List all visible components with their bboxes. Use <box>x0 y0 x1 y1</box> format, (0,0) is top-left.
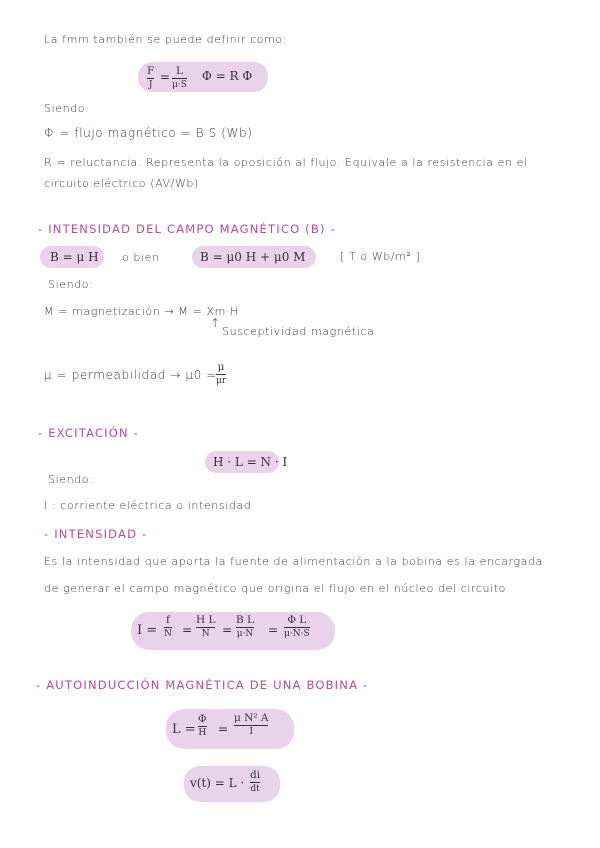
formula-lhs: I = <box>137 623 158 638</box>
fraction: H L N <box>196 614 216 639</box>
formula-rest: Φ = R Φ <box>202 69 253 83</box>
paragraph-line: de generar el campo magnético que origina el flujo en el núcleo del circuito <box>44 582 507 595</box>
current-definition: I : corriente eléctrica o intensidad <box>44 499 252 512</box>
fraction: B L μ·N <box>236 614 255 639</box>
o-bien-label: o bien <box>122 251 160 264</box>
formula-lhs: L = <box>172 722 196 737</box>
reluctance-definition-2: circuito eléctrico (AV/Wb) <box>44 177 199 190</box>
section-title-excitacion: - EXCITACIÓN - <box>38 426 140 440</box>
magnetization-definition: M = magnetización → M = Xm·H <box>44 305 239 318</box>
fraction: μ N² A I <box>234 712 269 737</box>
section-title-intensidad: - INTENSIDAD - <box>44 527 148 541</box>
paragraph-line: Es la intensidad que aporta la fuente de alimentación a la bobina es la encargada <box>44 555 543 568</box>
permeability-definition: μ = permeabilidad → μ0 = <box>44 368 217 382</box>
fraction: L μ·S <box>172 65 187 90</box>
fraction: f N <box>164 614 172 639</box>
phi-definition: Φ = flujo magnético = B S (Wb) <box>44 126 253 140</box>
unit-label: [ T o Wb/m² ] <box>340 250 421 263</box>
reluctance-definition-1: R = reluctancia. Representa la oposición al flujo. Equivale a la resistencia en el <box>44 156 528 169</box>
section-title-autoinduccion: - AUTOINDUCCIÓN MAGNÉTICA DE UNA BOBINA - <box>36 678 369 692</box>
siendo-label: Siendo: <box>48 278 94 291</box>
arrow-up-icon: ↑ <box>210 316 221 330</box>
fraction: Φ H <box>198 713 207 738</box>
siendo-label: Siendo: <box>44 102 90 115</box>
intro-line: La fmm también se puede definir como: <box>44 33 288 46</box>
formula-excitacion: H · L = N · I <box>213 455 288 469</box>
fraction: di dt <box>250 769 261 794</box>
susceptibility-label: Susceptividad magnética <box>222 325 375 338</box>
fraction: μ μr <box>216 361 227 386</box>
siendo-label: Siendo: <box>48 473 94 486</box>
fraction: F J <box>147 65 155 90</box>
fraction: Φ L μ·N·S <box>284 614 310 639</box>
formula-lhs: v(t) = L · <box>190 776 245 790</box>
section-title-b: - INTENSIDAD DEL CAMPO MAGNÉTICO (B) - <box>38 222 336 236</box>
formula-b-mu-h: B = μ H <box>50 250 99 264</box>
formula-b-full: B = μ0 H + μ0 M <box>200 250 306 264</box>
